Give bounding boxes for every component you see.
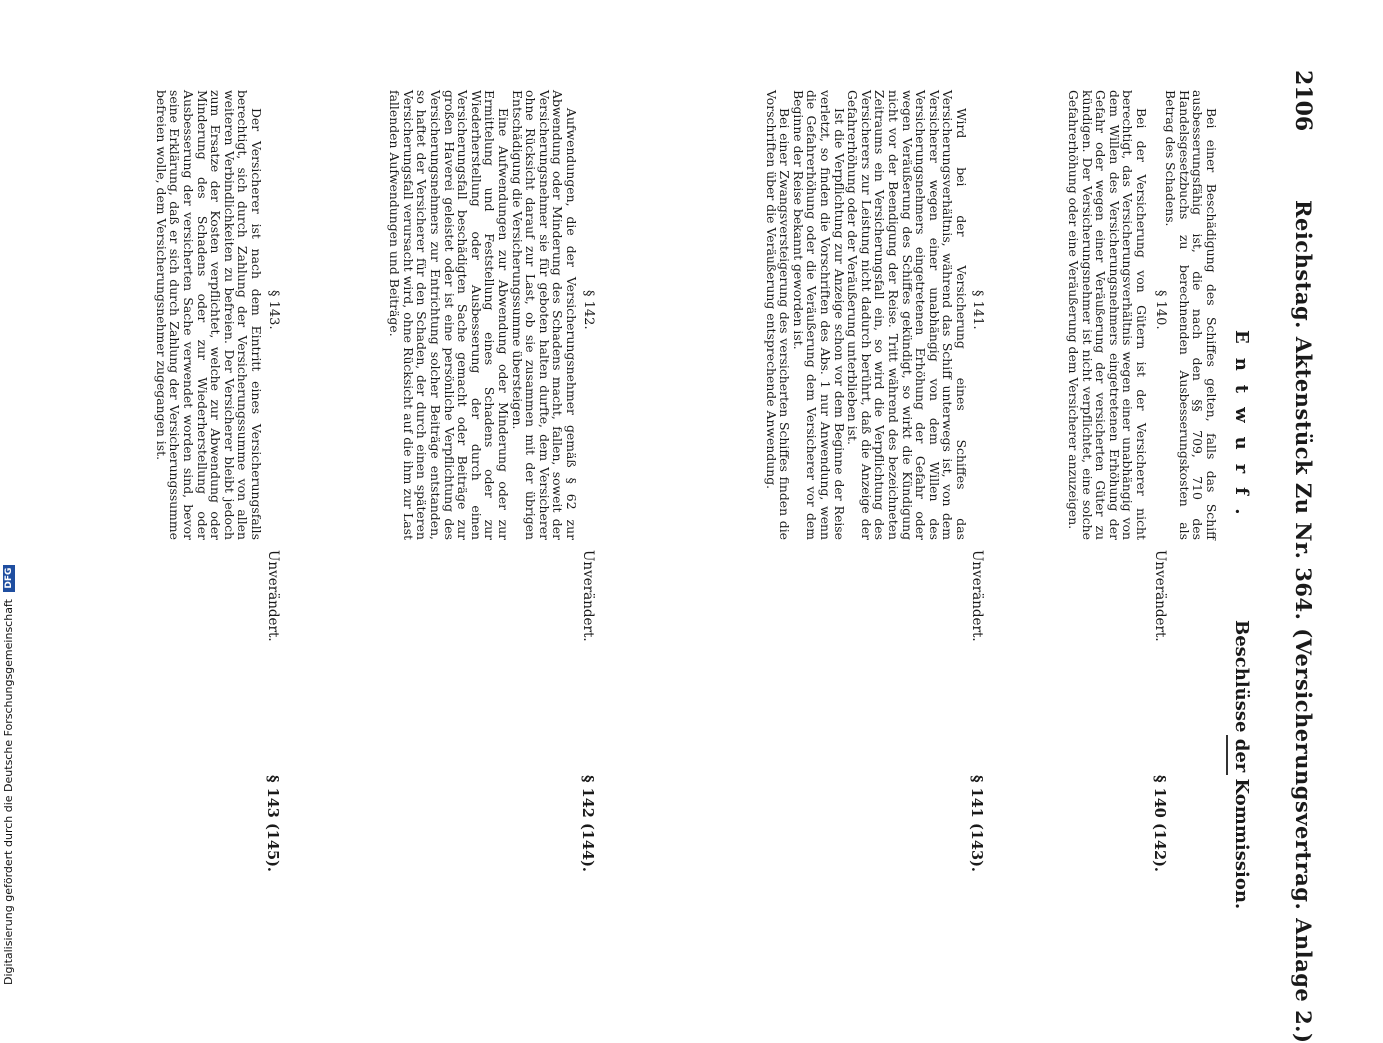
- section-141-title: § 141.: [970, 290, 985, 330]
- section-143-commission-ref: § 143 (145).: [264, 775, 281, 872]
- page-title: Reichstag. Aktenstück Zu Nr. 364. (Versicherungsvertrag. Anlage 2.): [1291, 200, 1316, 1043]
- section-141-commission-ref: § 141 (143).: [968, 775, 985, 872]
- section-140-status: Unverändert.: [1152, 550, 1168, 642]
- section-142-title: § 142.: [581, 290, 596, 330]
- section-140-paragraph: Bei der Versicherung von Gütern ist der Versicherer nicht berechtigt, das Versicherungsverhältnis wegen einer unabhängig von dem Willen des Versicherungsnehmers eingetretenen Erhöhung der Gefahr oder wegen einer Veräußerung der versicherten Güter zu kündigen. Der Versicherungsnehmer ist nicht verpflichtet, eine solche Gefahrerhöhung oder eine Veräußerung dem Versicherer anzuzeigen.: [1066, 90, 1149, 540]
- page-number: 2106: [1290, 70, 1316, 132]
- section-140-title: § 140.: [1153, 290, 1168, 330]
- section-142-body: [388, 90, 578, 540]
- commission-column-heading: Beschlüsse der Kommission.: [1231, 620, 1252, 910]
- section-141-paragraph: Bei einer Zwangsversteigerung des versicherten Schiffes finden die Vorschriften über die Veräußerung entsprechende Anwendung.: [763, 90, 793, 540]
- draft-column-heading: Entwurf.: [1231, 330, 1252, 529]
- section-141-body: [764, 90, 968, 540]
- section-143-title: § 143.: [266, 290, 281, 330]
- intro-text: Bei einer Beschädigung des Schiffes gelten, falls das Schiff ausbesserungsfähig ist, die nach den §§ 709, 710 des Handelsgesetzbuchs zu berechnenden Ausbesserungskosten als Betrag des Schadens.: [1163, 90, 1219, 540]
- page-header: [1276, 70, 1316, 1043]
- intro-paragraph: [1164, 90, 1218, 540]
- digitization-footer: [2, 565, 15, 985]
- section-140-commission-ref: § 140 (142).: [1151, 775, 1168, 872]
- dfg-logo: DFG: [3, 565, 15, 592]
- document-page: [68, 0, 1318, 1043]
- section-142-commission-ref: § 142 (144).: [579, 775, 596, 872]
- section-143-status: Unverändert.: [265, 550, 281, 642]
- section-142-status: Unverändert.: [580, 550, 596, 642]
- section-141-paragraph: Wird bei der Versicherung eines Schiffes das Versicherungsverhältnis, während das Schiff unterwegs ist, von dem Versicherer wegen einer unabhängig von dem Willen des Versicherungsnehmers eingetretenen Erhöhung der Gefahr oder wegen Veräußerung des Schiffes gekündigt, so wirkt die Kündigung nicht vor der Beendigung der Reise. Tritt während des bezeichneten Zeitraums ein Versicherungsfall ein, so wird die Verpflichtung des Versicherers zur Leistung nicht dadurch berührt, daß die Anzeige der Gefahrerhöhung oder der Veräußerung unterblieben ist.: [845, 90, 969, 540]
- section-140-body: [1066, 90, 1148, 540]
- section-143-paragraph: Der Versicherer ist nach dem Eintritt eines Versicherungsfalls berechtigt, sich durch Zahlung der Versicherungssumme von allen weiteren Verbindlichkeiten zu befreien. Der Versicherer bleibt jedoch zum Ersatze der Kosten verpflichtet, welche zur Abwendung oder Minderung des Schadens oder zur Wiederherstellung oder Ausbesserung der versicherten Sache verwendet worden sind, bevor seine Erklärung, daß er sich durch Zahlung der Versicherungssumme befreien wolle, dem Versicherungsnehmer zugegangen ist.: [153, 90, 264, 540]
- heading-divider: [1226, 735, 1228, 775]
- section-143-body: [154, 90, 263, 540]
- section-141-status: Unverändert.: [969, 550, 985, 642]
- footer-text: Digitalisierung gefördert durch die Deutsche Forschungsgemeinschaft: [2, 599, 15, 985]
- section-142-paragraph: Eine Aufwendungen zur Abwendung oder Minderung oder zur Ermittelung und Feststellung eines Schadens oder zur Wiederherstellung oder Ausbesserung der durch einen Versicherungsfall beschädigten Sache gemacht oder Beiträge zur großen Haverei geleistet oder ist eine persönliche Verpflichtung des Versicherungsnehmers zur Entrichtung solcher Beiträge entstanden, so haftet der Versicherer für den Schaden, der durch einen späteren Versicherungsfall verursacht wird, ohne Rücksicht auf die ihm zur Last fallenden Aufwendungen und Beiträge.: [387, 90, 512, 540]
- section-142-paragraph: Aufwendungen, die der Versicherungsnehmer gemäß § 62 zur Abwendung oder Minderung des Schadens macht, fallen, soweit der Versicherungsnehmer sie für geboten halten durfte, dem Versicherer ohne Rücksicht darauf zur Last, ob sie zusammen mit der übrigen Entschädigung die Versicherungssumme übersteigen.: [509, 90, 579, 540]
- section-141-paragraph: Ist die Verpflichtung zur Anzeige schon vor dem Beginne der Reise verletzt, so finden die Vorschriften des Abs. 1 nur Anwendung, wenn die Gefahrerhöhung oder die Veräußerung dem Versicherer vor dem Beginne der Reise bekannt geworden ist.: [790, 90, 847, 540]
